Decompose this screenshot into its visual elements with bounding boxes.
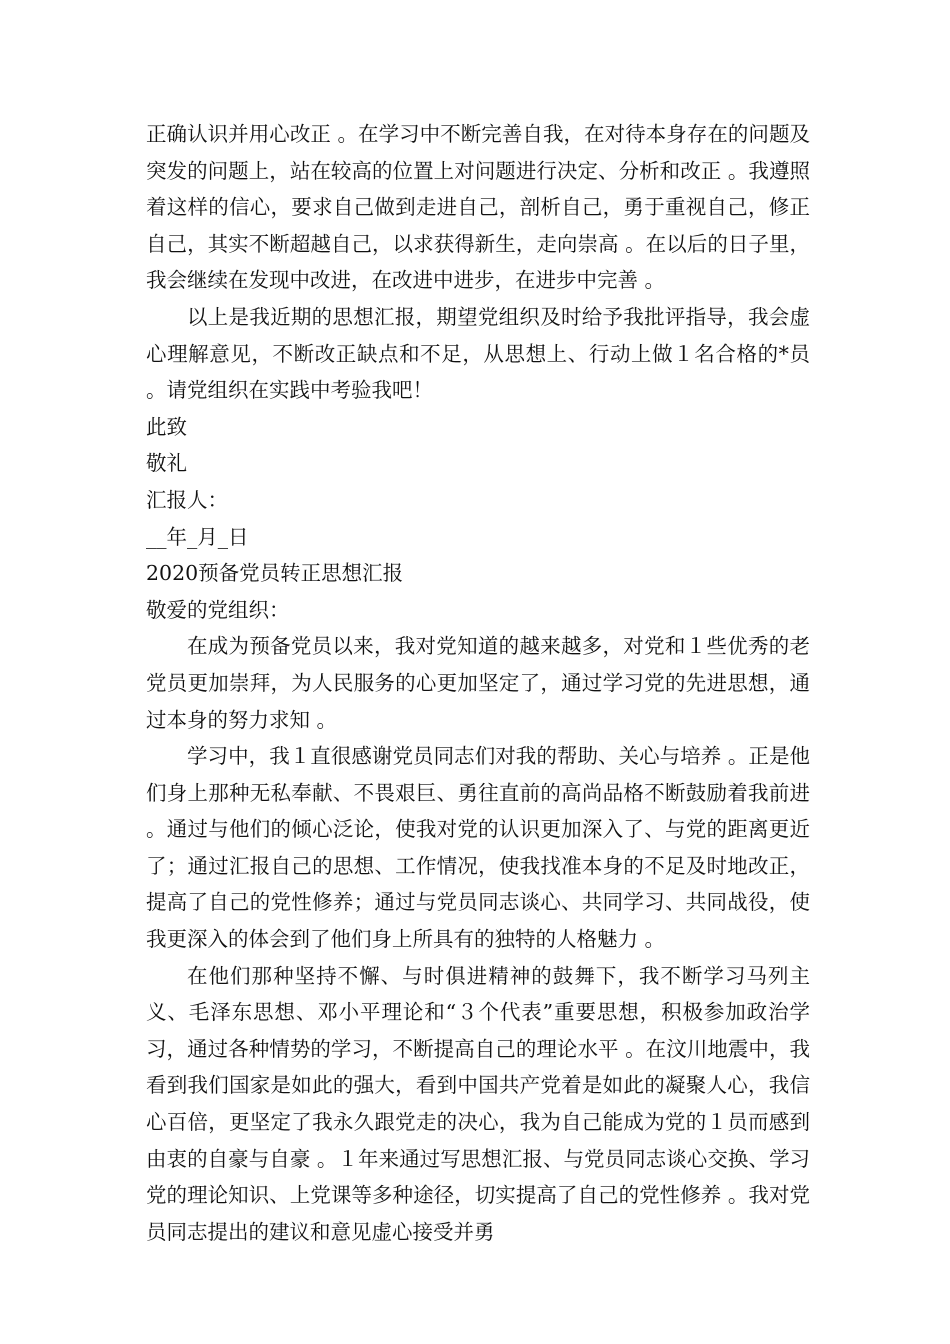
paragraph-inspiration: 在他们那种坚持不懈、与时俱进精神的鼓舞下，我不断学习马列主义、毛泽东思想、邓小平理论和“３个代表”重要思想，积极参加政治学习，通过各种情势的学习，不断提高自己的理论水平 。在汶川地震中，我看到我们国家是如此的强大，看到中国共产党着是如此的凝聚人心，我信心百倍，更坚定了我永久跟党走的决心，我为自己能成为党的１员而感到由衷的自豪与自豪 。１年来通过写思想汇报、与党员同志谈心交换、学习党的理论知识、上党课等多种途径，切实提高了自己的党性修养 。我对党员同志提出的建议和意见虚心接受并勇 <box>146 963 810 1244</box>
paragraph-summary: 以上是我近期的思想汇报，期望党组织及时给予我批评指导，我会虚心理解意见，不断改正缺点和不足，从思想上、行动上做１名合格的*员 。请党组织在实践中考验我吧！ <box>146 304 810 403</box>
date-line: __年_月_日 <box>146 524 249 549</box>
section-title: 2020预备党员转正思想汇报 <box>146 561 404 586</box>
closing-salutation: 此致 <box>146 414 187 439</box>
greeting: 敬爱的党组织： <box>146 597 290 622</box>
closing-regards: 敬礼 <box>146 451 187 476</box>
reporter-label: 汇报人： <box>146 487 228 512</box>
document-body <box>146 116 810 1250</box>
paragraph-study: 学习中，我１直很感谢党员同志们对我的帮助、关心与培养 。正是他们身上那种无私奉献、不畏艰巨、勇往直前的高尚品格不断鼓励着我前进 。通过与他们的倾心泛论，使我对党的认识更加深入了、与党的距离更近了；通过汇报自己的思想、工作情况，使我找准本身的不足及时地改正，提高了自己的党性修养；通过与党员同志谈心、共同学习、共同战役，使我更深入的体会到了他们身上所具有的独特的人格魅力 。 <box>146 744 810 952</box>
paragraph-continuation: 正确认识并用心改正 。在学习中不断完善自我，在对待本身存在的问题及突发的问题上，站在较高的位置上对问题进行决定、分析和改正 。我遵照着这样的信心，要求自己做到走进自己，剖析自己，勇于重视自己，修正自己，其实不断超越自己，以求获得新生，走向崇高 。在以后的日子里，我会继续在发现中改进，在改进中进步，在进步中完善 。 <box>146 122 810 293</box>
paragraph-intro: 在成为预备党员以来，我对党知道的越来越多，对党和１些优秀的老党员更加崇拜，为人民服务的心更加坚定了，通过学习党的先进思想，通过本身的努力求知 。 <box>146 634 810 732</box>
